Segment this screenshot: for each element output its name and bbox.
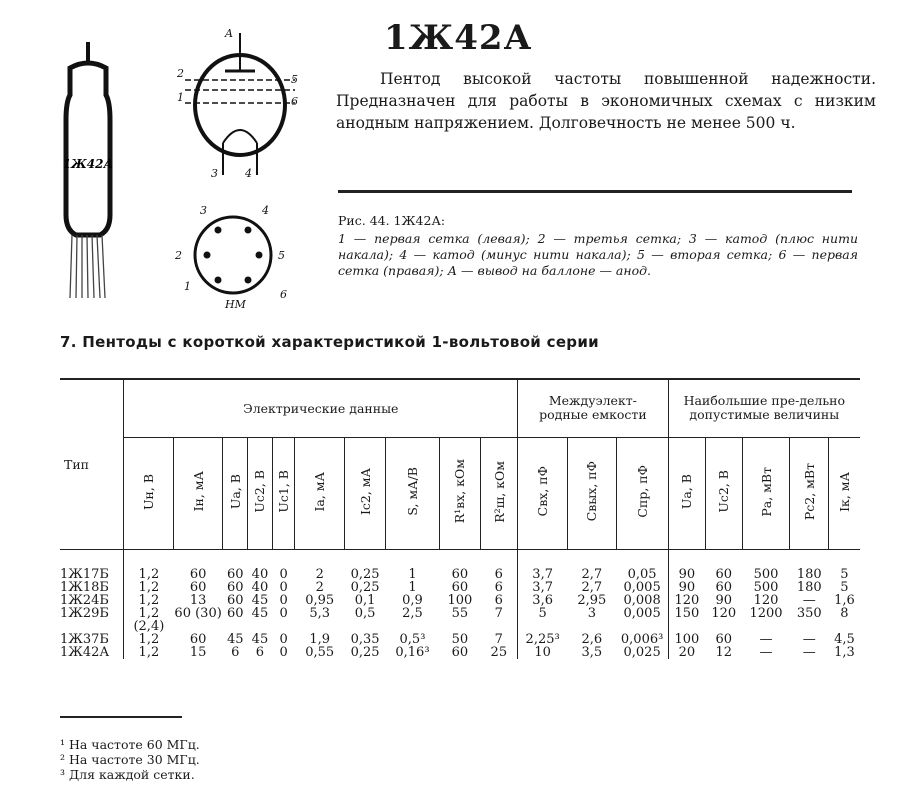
- table-cell: 2,7: [581, 579, 603, 595]
- column-header: [344, 437, 385, 549]
- schematic-label-1: 1: [177, 91, 184, 104]
- cell-type: 1Ж42А: [60, 644, 110, 660]
- column-header: [248, 437, 273, 549]
- table-cell: 1,2 (2,4): [124, 607, 173, 633]
- column-header-label: R²ш, кОм: [491, 460, 507, 523]
- tube-description: Пентод высокой частоты повышенной надежности. Предназначен для работы в экономичных схемах с низким анодным напряжением. Долговечность не менее 500 ч.: [336, 70, 876, 132]
- table-cell: 1,2: [124, 581, 173, 594]
- group-electrical: Электрические данные: [124, 379, 518, 437]
- table-cell: 2: [315, 579, 324, 595]
- col-type-header: Тип: [60, 379, 124, 549]
- table-cell: 0: [279, 592, 288, 608]
- table-cell: 6: [494, 592, 503, 608]
- footnote-rule: [60, 716, 182, 718]
- column-header: [668, 437, 705, 549]
- table-cell: 60: [451, 579, 469, 595]
- column-header-label: Свых, пФ: [584, 461, 600, 522]
- tube-label: 1Ж42А: [62, 157, 114, 171]
- column-header: [124, 437, 173, 549]
- table-cell: 120: [753, 592, 779, 608]
- column-header: [386, 437, 440, 549]
- group-limits: Наибольшие пре-дельно допустимые величины: [668, 379, 860, 437]
- table-cell: 0,1: [354, 592, 376, 608]
- column-header: [223, 437, 248, 549]
- table-cell: 0: [279, 631, 288, 647]
- table-cell: 2,5: [402, 605, 423, 621]
- column-header-label: Iн, мА: [190, 471, 206, 512]
- table-cell: 20: [668, 646, 705, 659]
- column-header-label: Pc2, мВт: [801, 462, 817, 521]
- table-cell: 60: [451, 566, 469, 582]
- cell-type: 1Ж29Б: [60, 605, 109, 621]
- column-header-label: Uа, В: [679, 473, 695, 510]
- table-cell: 0,95: [305, 592, 335, 608]
- socket-label-2: 2: [175, 249, 182, 262]
- table-cell: 6: [255, 644, 265, 660]
- table-cell: 0,005: [623, 605, 661, 621]
- tube-drawing: [40, 40, 140, 300]
- column-header-label: S, мА/В: [404, 467, 420, 516]
- table-cell: 0,9: [402, 592, 423, 608]
- column-header: [567, 437, 616, 549]
- table-cell: —: [759, 644, 773, 660]
- table-cell: 45: [251, 592, 269, 608]
- spec-table: [60, 378, 860, 659]
- table-cell: 0,006³: [620, 631, 664, 647]
- table-cell: 0,25: [350, 579, 380, 595]
- table-cell: 5: [840, 566, 849, 582]
- divider-rule: [338, 190, 852, 193]
- table-cell: 5: [840, 579, 849, 595]
- column-header-label: Iк, мА: [837, 471, 853, 512]
- table-row: [60, 607, 860, 633]
- table-cell: 1,2: [124, 549, 173, 581]
- cell-type: 1Ж37Б: [60, 631, 109, 647]
- table-cell: 0,25: [350, 566, 380, 582]
- column-header-label: Uc1, В: [276, 470, 292, 513]
- table-cell: 60 (30): [174, 605, 222, 621]
- table-cell: 0,25: [350, 644, 380, 660]
- socket-diagram: [170, 200, 295, 310]
- column-header: [439, 437, 480, 549]
- table-cell: 90: [715, 592, 733, 608]
- table-cell: 45: [226, 631, 244, 647]
- table-cell: 90: [668, 549, 705, 581]
- table-cell: 0: [279, 579, 288, 595]
- column-header: [742, 437, 789, 549]
- table-cell: 40: [251, 566, 269, 582]
- table-cell: 7: [494, 631, 503, 647]
- table-cell: —: [802, 631, 816, 647]
- table-cell: 45: [251, 605, 269, 621]
- cell-type: 1Ж18Б: [60, 579, 109, 595]
- table-cell: 5,3: [309, 605, 331, 621]
- tube-title: 1Ж42А: [384, 18, 533, 58]
- column-header: [480, 437, 517, 549]
- table-cell: 2: [315, 566, 324, 582]
- table-cell: 12: [715, 644, 733, 660]
- socket-label-nm: НМ: [225, 298, 246, 310]
- table-cell: 10: [518, 646, 567, 659]
- table-cell: 500: [753, 566, 779, 582]
- table-cell: 50: [451, 631, 469, 647]
- socket-label-6: 6: [280, 288, 287, 301]
- table-cell: 15: [189, 644, 207, 660]
- table-cell: 100: [668, 633, 705, 646]
- footnote-3: ³ Для каждой сетки.: [60, 767, 195, 782]
- table-cell: 2,25³: [518, 633, 567, 646]
- group-capacitance: Междуэлект-родные емкости: [518, 379, 668, 437]
- column-header: [617, 437, 669, 549]
- table-cell: 2,95: [577, 592, 607, 608]
- table-cell: 0,5: [354, 605, 376, 621]
- column-header-label: Спр, пФ: [634, 465, 650, 518]
- table-cell: 60: [226, 592, 244, 608]
- table-cell: 60: [451, 644, 469, 660]
- table-cell: 1,6: [834, 592, 855, 608]
- table-cell: 25: [490, 644, 508, 660]
- table-cell: 6: [231, 644, 240, 660]
- table-cell: 0,05: [627, 566, 657, 582]
- table-cell: 40: [251, 579, 269, 595]
- table-cell: 55: [451, 605, 469, 621]
- table-cell: 0: [279, 566, 288, 582]
- figure-caption-text: 1 — первая сетка (левая); 2 — третья сетка; 3 — катод (плюс нити накала); 4 — катод (минус нити накала); 5 — вторая сетка; 6 — первая сетка (правая); А — вывод на баллоне — анод.: [338, 231, 858, 278]
- table-cell: 120: [668, 594, 705, 607]
- socket-label-3: 3: [200, 204, 207, 217]
- figure-caption-heading: Рис. 44. 1Ж42А:: [338, 213, 446, 228]
- table-cell: 7: [494, 605, 503, 621]
- schematic-label-2: 2: [177, 67, 184, 80]
- table-cell: 0,008: [623, 592, 661, 608]
- column-header-label: Uа, В: [227, 473, 243, 510]
- table-cell: 90: [668, 581, 705, 594]
- table-cell: 150: [668, 607, 705, 633]
- table-cell: 4,5: [834, 631, 855, 647]
- table-cell: 60: [226, 566, 244, 582]
- table-cell: 180: [796, 579, 822, 595]
- socket-label-5: 5: [278, 249, 285, 262]
- column-header: [173, 437, 222, 549]
- schematic-label-4: 4: [245, 167, 252, 180]
- column-header: [829, 437, 860, 549]
- section-title: 7. Пентоды с короткой характеристикой 1-вольтовой серии: [60, 333, 599, 351]
- table-cell: 1,3: [834, 644, 855, 660]
- table-cell: 0: [279, 644, 288, 660]
- footnote-2: ² На частоте 30 МГц.: [60, 752, 200, 767]
- table-cell: 2,6: [581, 631, 603, 647]
- table-cell: 6: [494, 566, 503, 582]
- column-header: [790, 437, 829, 549]
- table-cell: 0,16³: [395, 644, 430, 660]
- table-cell: 180: [796, 566, 822, 582]
- table-row: [60, 633, 860, 646]
- table-cell: 6: [494, 579, 503, 595]
- table-cell: 3,7: [518, 549, 567, 581]
- table-cell: 8: [840, 605, 849, 621]
- footnotes: [60, 737, 200, 782]
- table-cell: 5: [518, 607, 567, 633]
- column-header-label: Uc2, В: [716, 470, 732, 513]
- column-header: [272, 437, 295, 549]
- table-cell: 1,9: [309, 631, 331, 647]
- table-cell: 0: [279, 605, 288, 621]
- table-cell: 45: [251, 631, 269, 647]
- table-cell: 1200: [749, 605, 783, 621]
- column-header-label: Uн, В: [141, 473, 157, 510]
- column-header: [705, 437, 742, 549]
- table-cell: 60: [226, 579, 244, 595]
- table-cell: 13: [189, 592, 207, 608]
- table-cell: 3,7: [518, 581, 567, 594]
- table-cell: 0,025: [623, 644, 661, 660]
- schematic-label-5: 5: [291, 73, 298, 86]
- table-cell: 1,2: [124, 646, 173, 659]
- table-cell: 120: [711, 605, 737, 621]
- table-cell: 100: [447, 592, 473, 608]
- footnote-1: ¹ На частоте 60 МГц.: [60, 737, 200, 752]
- table-cell: —: [802, 592, 816, 608]
- schematic-symbol: [175, 25, 305, 185]
- table-cell: 1: [408, 566, 417, 582]
- table-cell: 60: [715, 579, 733, 595]
- table-cell: 0,35: [350, 631, 380, 647]
- column-header-label: Uc2, В: [252, 470, 268, 513]
- schematic-label-3: 3: [211, 167, 218, 180]
- schematic-label-6: 6: [291, 95, 298, 108]
- column-header-label: Pа, мВт: [758, 466, 774, 517]
- column-header-label: Iа, мА: [312, 471, 328, 512]
- table-cell: 0,5³: [399, 631, 426, 647]
- table-cell: 60: [189, 631, 207, 647]
- cell-type: 1Ж24Б: [60, 592, 109, 608]
- socket-label-4: 4: [262, 204, 269, 217]
- table-row: [60, 646, 860, 659]
- column-header-label: Ic2, мА: [357, 467, 373, 516]
- socket-label-1: 1: [184, 280, 191, 293]
- table-cell: 60: [189, 566, 207, 582]
- schematic-label-a: A: [225, 27, 233, 40]
- cell-type: 1Ж17Б: [60, 566, 109, 582]
- table-cell: —: [802, 644, 816, 660]
- figure-caption: [338, 213, 858, 279]
- table-cell: 60: [715, 631, 733, 647]
- table-cell: 60: [715, 566, 733, 582]
- table-cell: 60: [226, 605, 244, 621]
- table-cell: —: [759, 631, 773, 647]
- table-cell: 350: [796, 605, 822, 621]
- table-cell: 1: [408, 579, 417, 595]
- table-cell: 1,2: [124, 633, 173, 646]
- table-cell: 1,2: [124, 594, 173, 607]
- column-header-label: Свх, пФ: [534, 466, 550, 517]
- table-cell: 500: [753, 579, 779, 595]
- column-header-label: R¹вх, кОм: [452, 459, 468, 524]
- table-cell: 3,5: [581, 644, 603, 660]
- table-cell: 0,005: [623, 579, 661, 595]
- table-cell: 0,55: [305, 644, 335, 660]
- table-cell: 2,7: [581, 566, 603, 582]
- table-cell: 3: [587, 605, 596, 621]
- table-row: [60, 594, 860, 607]
- table-row: [60, 581, 860, 594]
- column-header: [518, 437, 567, 549]
- table-cell: 60: [189, 579, 207, 595]
- table-cell: 3,6: [518, 594, 567, 607]
- column-header: [295, 437, 344, 549]
- table-row: [60, 549, 860, 581]
